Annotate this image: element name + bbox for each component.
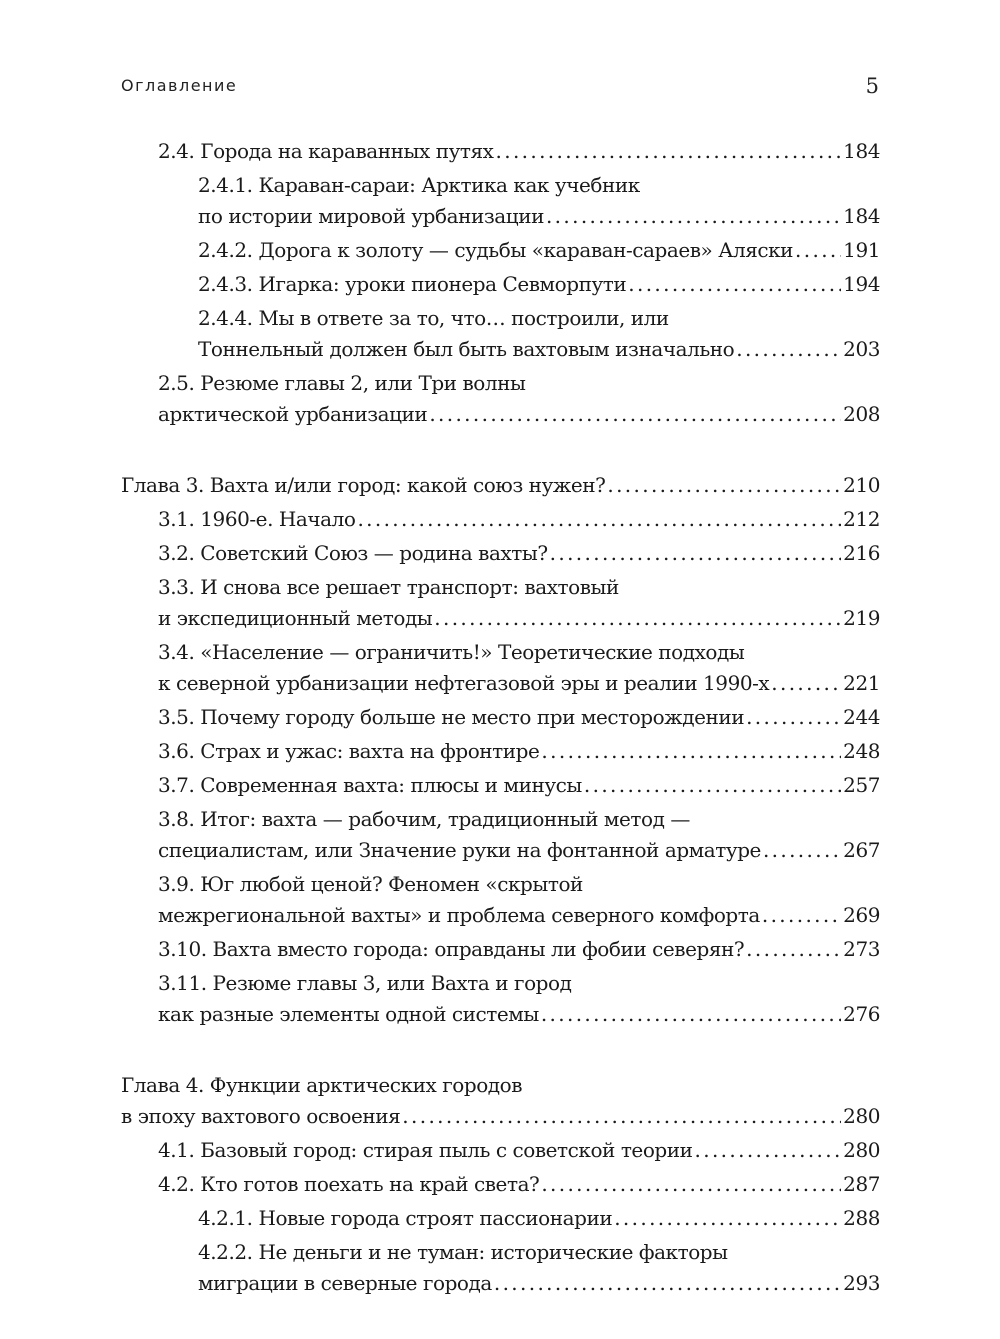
- toc-entry-page: 267: [843, 838, 880, 862]
- toc-entry-title: 3.2. Советский Союз — родина вахты?: [158, 541, 548, 565]
- toc-entry-page: 280: [843, 1104, 880, 1128]
- toc-entry-page: 212: [843, 507, 880, 531]
- toc-entry-page: 203: [843, 337, 880, 361]
- toc-entry[interactable]: [121, 303, 880, 365]
- table-of-contents: [121, 136, 880, 1339]
- toc-entry-page: 257: [843, 773, 880, 797]
- toc-entry-title: 2.4.2. Дорога к золоту — судьбы «караван-сараев» Аляски: [198, 238, 794, 262]
- toc-entry-page: 248: [843, 739, 880, 763]
- dot-leader: [546, 201, 841, 232]
- toc-entry-title: 2.4. Города на караванных путях: [158, 139, 494, 163]
- toc-entry[interactable]: [121, 934, 880, 965]
- toc-entry[interactable]: [121, 235, 880, 266]
- toc-entry[interactable]: [121, 1169, 880, 1200]
- toc-entry-title: 4.1. Базовый город: стирая пыль с советской теории: [158, 1138, 693, 1162]
- toc-entry-title: 3.4. «Население — ограничить!» Теоретические подходы: [158, 640, 745, 664]
- toc-entry[interactable]: [121, 504, 880, 535]
- toc-entry[interactable]: [121, 736, 880, 767]
- toc-entry-title: 4.2. Кто готов поехать на край света?: [158, 1172, 540, 1196]
- toc-entry-page: 194: [843, 272, 880, 296]
- toc-entry-title: специалистам, или Значение руки на фонтанной арматуре: [158, 838, 761, 862]
- toc-entry-page: 287: [843, 1172, 880, 1196]
- dot-leader: [584, 770, 841, 801]
- toc-entry-title: 3.8. Итог: вахта — рабочим, традиционный метод —: [158, 807, 690, 831]
- dot-leader: [614, 1203, 841, 1234]
- toc-section: [121, 136, 880, 430]
- toc-entry[interactable]: [121, 968, 880, 1030]
- toc-entry[interactable]: [121, 538, 880, 569]
- toc-entry[interactable]: [121, 770, 880, 801]
- toc-entry-title: 3.3. И снова все решает транспорт: вахтовый: [158, 575, 619, 599]
- toc-entry-page: 184: [843, 204, 880, 228]
- dot-leader: [494, 1268, 841, 1299]
- dot-leader: [541, 1169, 841, 1200]
- toc-entry-page: 191: [843, 238, 880, 262]
- page-number: 5: [865, 74, 879, 98]
- dot-leader: [628, 269, 841, 300]
- dot-leader: [541, 736, 841, 767]
- dot-leader: [357, 504, 841, 535]
- dot-leader: [496, 136, 842, 167]
- dot-leader: [402, 1101, 841, 1132]
- toc-entry-page: 280: [843, 1138, 880, 1162]
- toc-entry-title: 3.10. Вахта вместо города: оправданы ли фобии северян?: [158, 937, 745, 961]
- toc-section: [121, 470, 880, 1030]
- toc-entry-page: 276: [843, 1002, 880, 1026]
- toc-entry[interactable]: [121, 470, 880, 501]
- toc-entry-title: арктической урбанизации: [158, 402, 428, 426]
- toc-entry[interactable]: [121, 368, 880, 430]
- dot-leader: [762, 900, 841, 931]
- dot-leader: [695, 1135, 842, 1166]
- toc-entry-page: 219: [843, 606, 880, 630]
- toc-entry-title: межрегиональной вахты» и проблема северного комфорта: [158, 903, 760, 927]
- toc-entry-title: 2.4.4. Мы в ответе за то, что… построили, или: [198, 306, 669, 330]
- toc-entry-page: 293: [843, 1271, 880, 1295]
- toc-entry[interactable]: [121, 804, 880, 866]
- dot-leader: [746, 702, 841, 733]
- toc-entry[interactable]: [121, 869, 880, 931]
- toc-entry-title: как разные элементы одной системы: [158, 1002, 539, 1026]
- page-header: [121, 76, 879, 100]
- dot-leader: [550, 538, 842, 569]
- toc-entry-page: 269: [843, 903, 880, 927]
- toc-entry[interactable]: [121, 572, 880, 634]
- toc-entry-page: 208: [843, 402, 880, 426]
- dot-leader: [795, 235, 841, 266]
- dot-leader: [771, 668, 841, 699]
- toc-entry-title: 3.9. Юг любой ценой? Феномен «скрытой: [158, 872, 583, 896]
- toc-entry-title: по истории мировой урбанизации: [198, 204, 544, 228]
- toc-entry-page: 210: [843, 473, 880, 497]
- dot-leader: [607, 470, 841, 501]
- toc-entry-title: 2.4.3. Игарка: уроки пионера Севморпути: [198, 272, 627, 296]
- dot-leader: [736, 334, 841, 365]
- toc-entry-title: 2.5. Резюме главы 2, или Три волны: [158, 371, 526, 395]
- toc-entry[interactable]: [121, 637, 880, 699]
- toc-entry-title: к северной урбанизации нефтегазовой эры и реалии 1990-х: [158, 671, 770, 695]
- toc-entry[interactable]: [121, 136, 880, 167]
- toc-entry-title: 3.7. Современная вахта: плюсы и минусы: [158, 773, 582, 797]
- toc-entry-title: 4.2.1. Новые города строят пассионарии: [198, 1206, 613, 1230]
- toc-entry-title: Тоннельный должен был быть вахтовым изначально: [198, 337, 735, 361]
- toc-entry[interactable]: [121, 170, 880, 232]
- dot-leader: [763, 835, 841, 866]
- toc-entry-title: 3.11. Резюме главы 3, или Вахта и город: [158, 971, 572, 995]
- toc-entry-page: 216: [843, 541, 880, 565]
- toc-entry-title: 4.2.2. Не деньги и не туман: исторические факторы: [198, 1240, 728, 1264]
- toc-entry-title: в эпоху вахтового освоения: [121, 1104, 401, 1128]
- dot-leader: [541, 999, 841, 1030]
- dot-leader: [434, 603, 841, 634]
- toc-entry-title: 3.1. 1960-е. Начало: [158, 507, 356, 531]
- toc-entry[interactable]: [121, 1135, 880, 1166]
- toc-entry[interactable]: [121, 702, 880, 733]
- toc-entry[interactable]: [121, 1070, 880, 1132]
- toc-entry-title: Глава 4. Функции арктических городов: [121, 1073, 523, 1097]
- toc-entry-page: 221: [843, 671, 880, 695]
- toc-entry-title: 2.4.1. Караван-сараи: Арктика как учебник: [198, 173, 640, 197]
- toc-entry-title: миграции в северные города: [198, 1271, 492, 1295]
- toc-entry-page: 288: [843, 1206, 880, 1230]
- toc-entry-title: 3.6. Страх и ужас: вахта на фронтире: [158, 739, 540, 763]
- toc-section: [121, 1070, 880, 1299]
- toc-entry[interactable]: [121, 1203, 880, 1234]
- toc-entry[interactable]: [121, 1237, 880, 1299]
- toc-entry-page: 273: [843, 937, 880, 961]
- toc-entry-page: 244: [843, 705, 880, 729]
- toc-entry-title: и экспедиционный методы: [158, 606, 433, 630]
- dot-leader: [429, 399, 841, 430]
- toc-entry-page: 184: [843, 139, 880, 163]
- toc-entry-title: Глава 3. Вахта и/или город: какой союз нужен?: [121, 473, 606, 497]
- running-head: Оглавление: [121, 76, 238, 95]
- toc-entry[interactable]: [121, 269, 880, 300]
- dot-leader: [746, 934, 841, 965]
- toc-entry-title: 3.5. Почему городу больше не место при месторождении: [158, 705, 745, 729]
